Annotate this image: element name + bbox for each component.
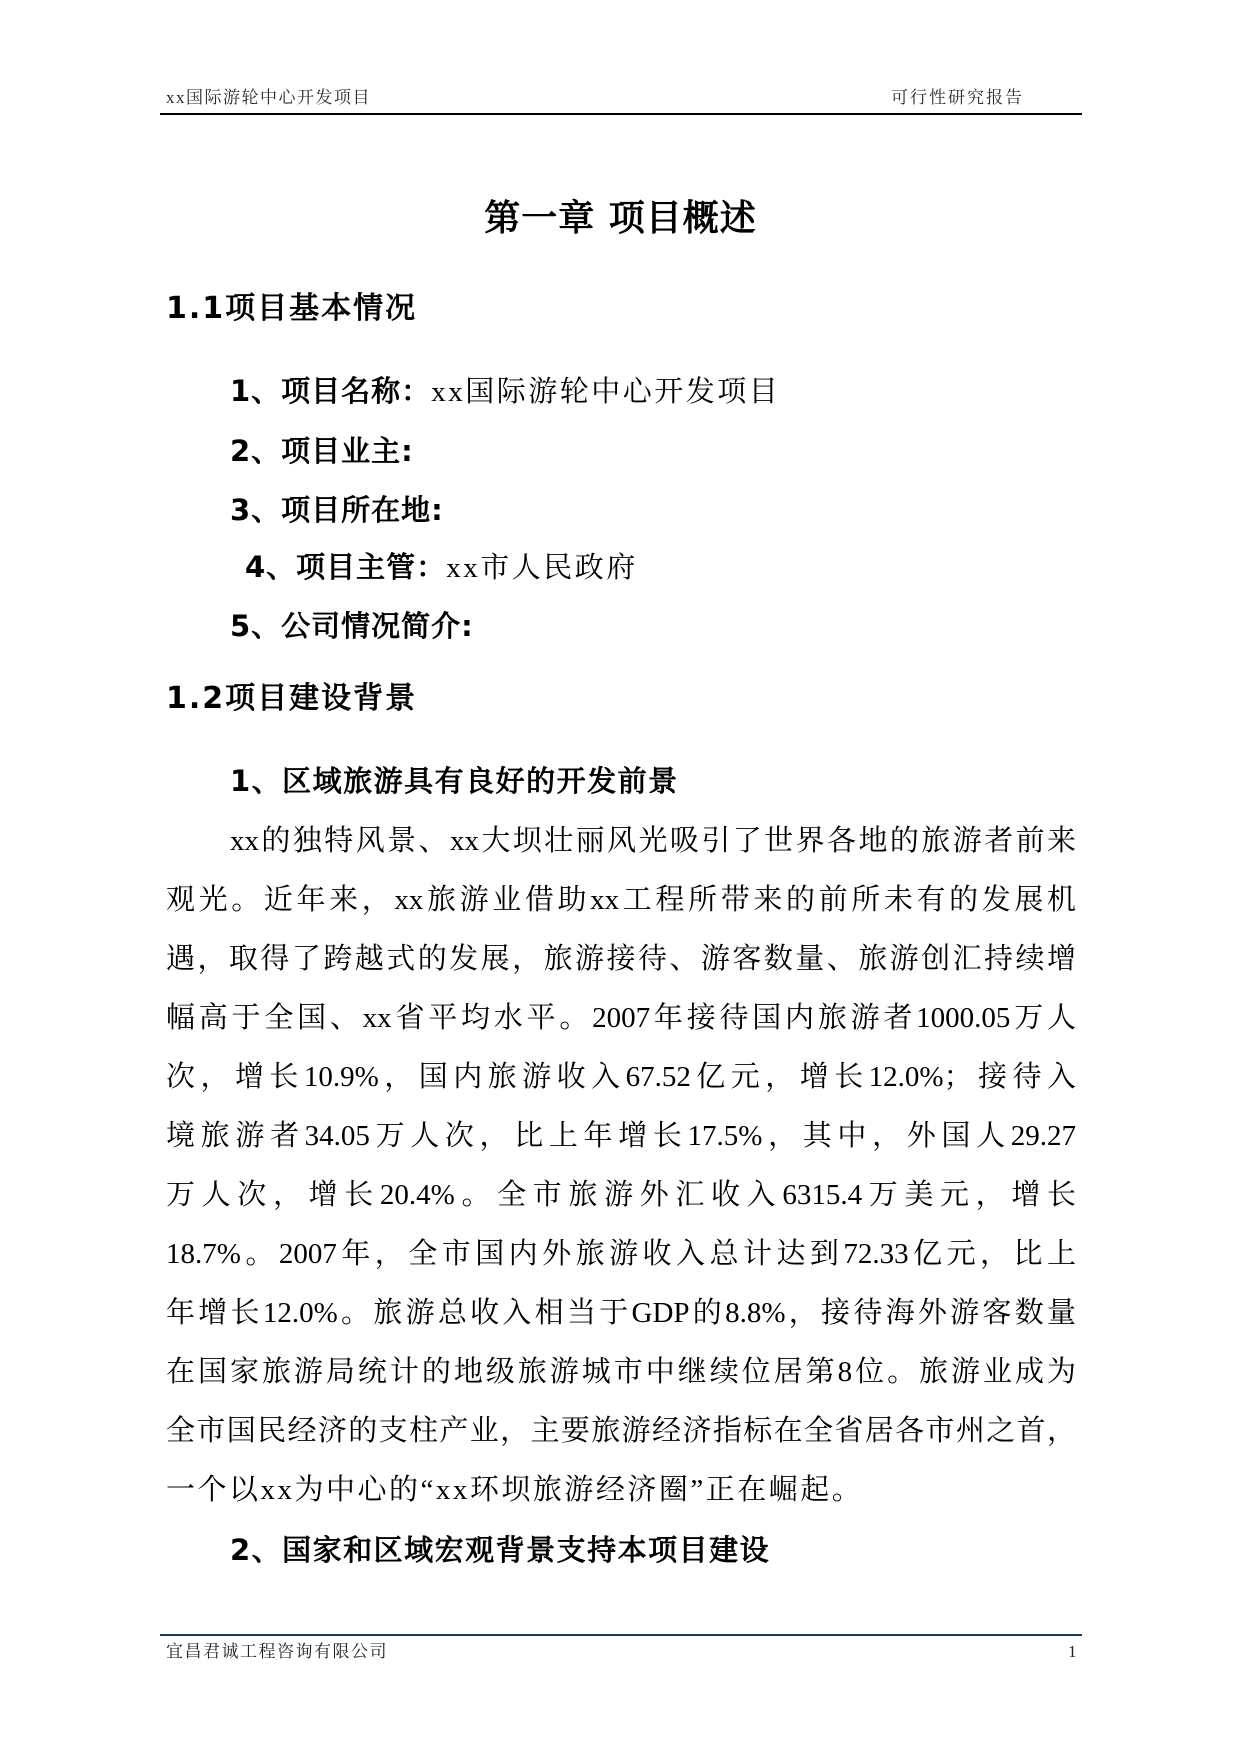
footer-rule	[160, 1634, 1082, 1636]
paragraph-line: xx的独特风景、xx大坝壮丽风光吸引了世界各地的旅游者前来	[230, 825, 1076, 857]
info-item-label: 4、项目主管：	[245, 550, 447, 584]
paragraph-line: 在国家旅游局统计的地级旅游城市中继续位居第8位。旅游业成为	[166, 1356, 1076, 1388]
paragraph-line: 观光。近年来，xx旅游业借助xx工程所带来的前所未有的发展机	[166, 884, 1076, 916]
paragraph-line: 18.7%。2007年，全市国内外旅游收入总计达到72.33亿元，比上	[166, 1238, 1076, 1270]
paragraph-line: 境旅游者34.05万人次，比上年增长17.5%，其中，外国人29.27	[166, 1120, 1076, 1152]
paragraph-line: 幅高于全国、xx省平均水平。2007年接待国内旅游者1000.05万人	[166, 1002, 1076, 1034]
header-report-type: 可行性研究报告	[891, 88, 1024, 107]
footer-company-name: 宜昌君诚工程咨询有限公司	[166, 1642, 388, 1661]
info-item-project-authority	[245, 547, 638, 587]
info-item-label: 5、公司情况简介:	[230, 609, 474, 643]
section-heading: 1.1项目基本情况	[166, 291, 418, 326]
info-item-project-location	[230, 490, 444, 530]
paragraph-line: 年增长12.0%。旅游总收入相当于GDP的8.8%，接待海外游客数量	[166, 1297, 1076, 1329]
subsection-heading: 2、国家和区域宏观背景支持本项目建设	[230, 1533, 771, 1567]
body-paragraph	[166, 812, 1076, 1520]
paragraph-line: 万人次，增长20.4%。全市旅游外汇收入6315.4万美元，增长	[166, 1179, 1076, 1211]
info-item-label: 1、项目名称：	[230, 374, 432, 408]
paragraph-line: 遇，取得了跨越式的发展，旅游接待、游客数量、旅游创汇持续增	[166, 943, 1076, 975]
page-number: 1	[1068, 1642, 1078, 1661]
header-rule	[160, 113, 1082, 115]
info-item-value: xx市人民政府	[446, 552, 638, 584]
paragraph-line: 一个以xx为中心的“xx环坝旅游经济圈”正在崛起。	[166, 1474, 864, 1506]
info-item-value: xx国际游轮中心开发项目	[431, 376, 781, 408]
info-item-project-name	[230, 371, 780, 411]
paragraph-line: 全市国民经济的支柱产业，主要旅游经济指标在全省居各市州之首，	[166, 1415, 1076, 1447]
section-heading: 1.2项目建设背景	[166, 681, 418, 716]
header-project-name: xx国际游轮中心开发项目	[166, 88, 371, 107]
info-item-label: 3、项目所在地:	[230, 493, 444, 527]
info-item-project-owner	[230, 431, 414, 471]
chapter-title: 第一章 项目概述	[484, 198, 757, 239]
info-item-company-profile	[230, 606, 474, 646]
paragraph-line: 次，增长10.9%，国内旅游收入67.52亿元，增长12.0%；接待入	[166, 1061, 1076, 1093]
subsection-heading: 1、区域旅游具有良好的开发前景	[230, 764, 679, 798]
info-item-label: 2、项目业主:	[230, 434, 414, 468]
